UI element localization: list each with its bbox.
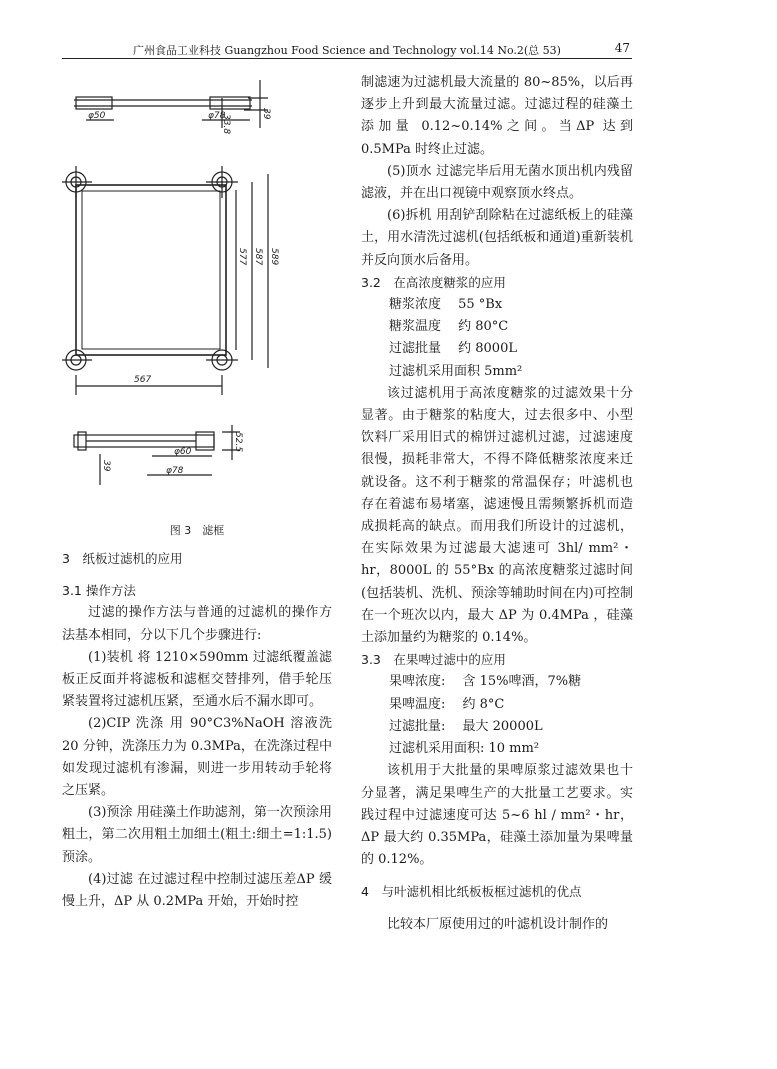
- journal-title: 广州食品工业科技 Guangzhou Food Science and Technology vol.14 No.2(总 53): [133, 44, 561, 57]
- running-header: [62, 40, 632, 59]
- paragraph-continued: 制滤速为过滤机最大流量的 80~85%，以后再逐步上升到最大流量过滤。过滤过程的硅藻土添加量 0.12~0.14%之间。当ΔP 达到 0.5MPa 时终止过滤。: [361, 75, 633, 157]
- dim-587: 587: [253, 248, 263, 266]
- syrup-param: 过滤机采用面积 5mm²: [389, 363, 523, 379]
- paragraph-step-3: (3)预涂 用硅藻土作助滤剂，第一次预涂用粗土，第二次用粗土加细土(粗土:细土=1:1.5)预涂。: [62, 805, 332, 865]
- paragraph-step-4: (4)过滤 在过滤过程中控制过滤压差ΔP 缓慢上升，ΔP 从 0.2MPa 开始，开始时控: [62, 871, 332, 910]
- beer-param: 果啤温度: 约 8°C: [389, 696, 505, 712]
- subsection-3-2-heading: 3.2 在高浓度糖浆的应用: [361, 274, 506, 290]
- dim-39-bottom: 39: [101, 460, 111, 472]
- syrup-param: 糖浆温度 约 80°C: [389, 319, 509, 335]
- dim-589: 589: [269, 248, 279, 266]
- dim-phi78-bottom: φ78: [166, 466, 184, 476]
- dim-phi50: φ50: [88, 111, 106, 121]
- paragraph-step-1: (1)装机 将 1210×590mm 过滤纸覆盖滤板正反面并将滤板和滤框交替排列，借手轮压紧装置将过滤机压紧，至通水后不漏水即可。: [62, 649, 332, 710]
- dim-577: 577: [237, 248, 247, 266]
- subsection-3-3-heading: 3.3 在果啤过滤中的应用: [361, 652, 506, 668]
- dim-39-top: 39: [261, 108, 271, 120]
- syrup-param: 糖浆浓度 55 °Bx: [389, 297, 503, 313]
- beer-param: 过滤机采用面积: 10 mm²: [389, 741, 540, 757]
- dim-567: 567: [134, 375, 152, 385]
- beer-param: 过滤批量: 最大 20000L: [389, 718, 543, 734]
- figure-filter-frame: [62, 70, 332, 535]
- dim-phi60: φ60: [174, 447, 192, 457]
- dim-phi78-top: φ78: [208, 111, 226, 121]
- paragraph-syrup: 该过滤机用于高浓度糖浆的过滤效果十分显著。由于糖浆的粘度大，过去很多中、小型饮料厂采用旧式的棉饼过滤机过滤，过滤速度很慢，损耗非常大，不得不降低糖浆浓度来迁就设备。这不利于糖浆的常温保存；叶滤机也存在着滤布易堵塞，滤速慢且需频繁拆机而造成损耗高的缺点。而用我们所设计的过滤机，在实际效果为过滤最大滤速可 3hl/ mm²・hr，8000L 的 55°Bx 的高浓度糖浆过滤时间(包括装机、洗机、预涂等辅助时间在内)可控制在一个班次以内，最大 ΔP 为 0.4MPa ，硅藻土添加量约为糖浆的 0.14%。: [361, 385, 633, 646]
- syrup-param: 过滤批量 约 8000L: [389, 341, 517, 357]
- right-column: [361, 72, 633, 936]
- paragraph-intro: 过滤的操作方法与普通的过滤机的操作方法基本相同，分以下几个步骤进行:: [62, 605, 332, 643]
- beer-param: 果啤浓度: 含 15%啤酒，7%糖: [389, 674, 582, 690]
- paragraph-step-6: (6)拆机 用刮铲刮除粘在过滤纸板上的硅藻土，用水清洗过滤机(包括纸板和通道)重新装机并反向顶水后备用。: [361, 208, 633, 268]
- figure-caption: 图 3 滤框: [169, 524, 225, 537]
- paragraph-step-5: (5)顶水 过滤完毕后用无菌水顶出机内残留滤液，并在出口视镜中观察顶水终点。: [361, 163, 633, 202]
- dim-52-5: 52.5: [233, 432, 243, 453]
- dim-33-8: 33.8: [221, 114, 231, 135]
- section-4-heading: 4 与叶滤机相比纸板板框过滤机的优点: [361, 884, 582, 900]
- paragraph-section-4: 比较本厂原使用过的叶滤机设计制作的: [387, 916, 609, 932]
- page-number: 47: [614, 41, 630, 55]
- left-column: [62, 548, 332, 913]
- section-3-heading: 3 纸板过滤机的应用: [62, 551, 183, 566]
- filter-frame-drawing: [62, 70, 332, 520]
- paragraph-beer: 该机用于大批量的果啤原浆过滤效果也十分显著，满足果啤生产的大批量工艺要求。实践过程中过滤速度可达 5~6 hl / mm²・hr，ΔP 最大约 0.35MPa，硅藻土添加量为果啤量的 0.12%。: [361, 763, 633, 868]
- paragraph-step-2: (2)CIP 洗涤 用 90°C3%NaOH 溶液洗 20 分钟，洗涤压力为 0.3MPa，在洗涤过程中如发现过滤机有渗漏，则进一步用转动手轮将之压紧。: [62, 716, 332, 799]
- subsection-3-1-heading: 3.1 操作方法: [62, 583, 136, 599]
